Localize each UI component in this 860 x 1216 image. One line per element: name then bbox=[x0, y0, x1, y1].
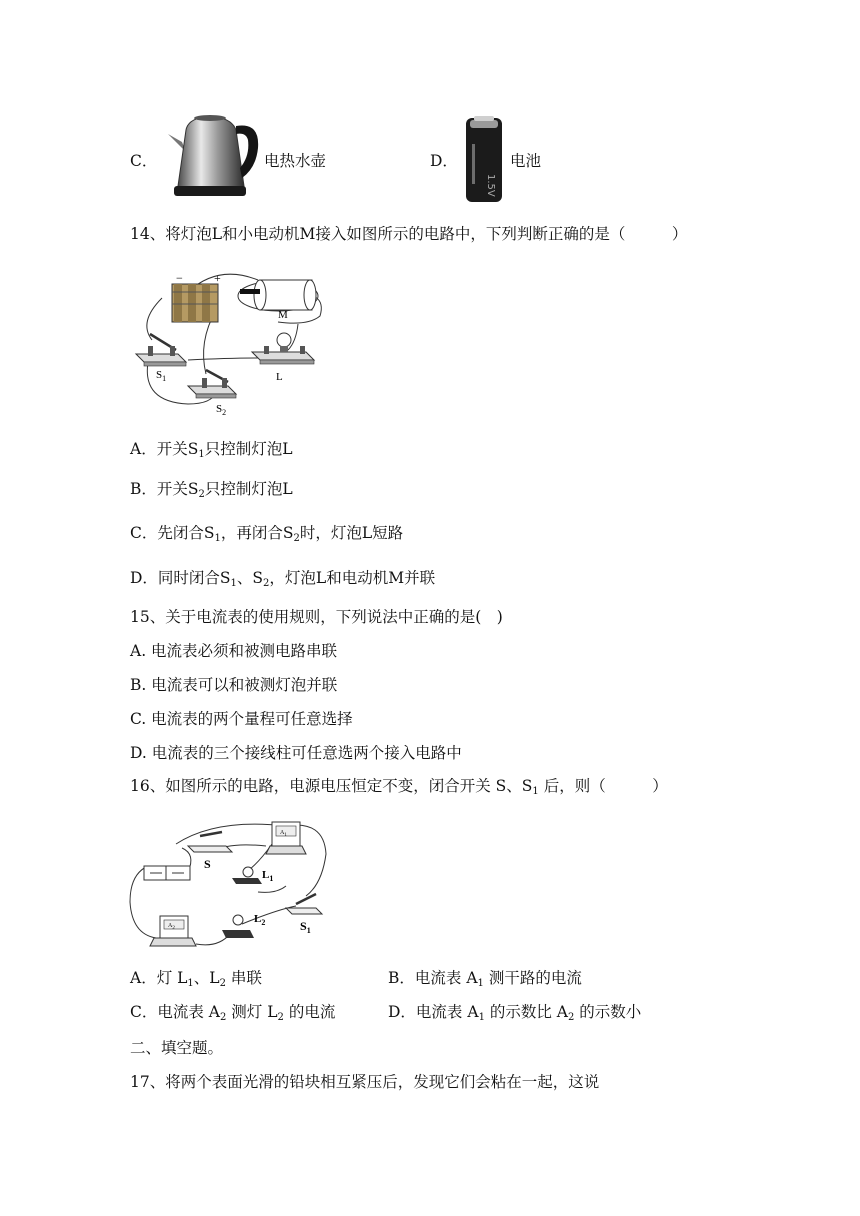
q16-option-b: B．电流表 $A_1$ 测干路的电流 bbox=[388, 969, 582, 989]
q13-option-d-label: 电池 bbox=[510, 152, 542, 170]
q14-option-b: B．开关$S_2$只控制灯泡L bbox=[130, 480, 293, 500]
switch-s1-icon bbox=[136, 334, 186, 366]
q15-option-b: B. 电流表可以和被测灯泡并联 bbox=[130, 676, 338, 694]
battery-pack-icon bbox=[172, 284, 218, 322]
section-title: 二、填空题。 bbox=[130, 1039, 224, 1057]
q14-stem: 14、将灯泡L和小电动机M接入如图所示的电路中，下列判断正确的是（ ） bbox=[130, 225, 688, 243]
svg-text:A2: $A_2$ bbox=[168, 923, 175, 931]
q15-stem: 15、关于电流表的使用规则，下列说法中正确的是( ) bbox=[130, 608, 503, 626]
q14-option-c: C．先闭合$S_1$，再闭合$S_2$时，灯泡L短路 bbox=[130, 524, 404, 544]
svg-text:S: S bbox=[204, 857, 211, 871]
q15-option-a: A. 电流表必须和被测电路串联 bbox=[130, 642, 338, 660]
ammeter-a2-icon bbox=[150, 916, 196, 946]
q17-stem: 17、将两个表面光滑的铅块相互紧压后，发现它们会粘在一起，这说 bbox=[130, 1073, 600, 1091]
q14-option-a: A．开关$S_1$只控制灯泡L bbox=[130, 440, 293, 460]
lamp-l1-icon bbox=[232, 867, 262, 884]
svg-text:1.5V: 1.5V bbox=[485, 174, 496, 197]
q16-stem: 16、如图所示的电路，电源电压恒定不变，闭合开关 S、$S_1$ 后，则（ ） bbox=[130, 777, 668, 797]
switch-s2-icon bbox=[188, 370, 236, 398]
kettle-image bbox=[160, 108, 264, 202]
svg-text:−: − bbox=[176, 271, 183, 285]
battery-box-icon bbox=[144, 866, 190, 880]
q14-circuit-figure bbox=[128, 262, 328, 418]
lamp-l2-icon bbox=[222, 915, 254, 938]
q14-option-d: D．同时闭合$S_1$、$S_2$，灯泡L和电动机M并联 bbox=[130, 569, 436, 589]
battery-image bbox=[460, 114, 508, 204]
switch-s1-icon bbox=[286, 894, 322, 914]
svg-text:+: + bbox=[214, 271, 221, 285]
svg-text:S2: $S_2$ bbox=[216, 403, 227, 417]
svg-text:L: L bbox=[276, 371, 283, 383]
q13-option-c-label: 电热水壶 bbox=[264, 152, 327, 170]
q15-option-d: D. 电流表的三个接线柱可任意选两个接入电路中 bbox=[130, 744, 462, 762]
svg-text:M: M bbox=[278, 309, 288, 321]
svg-text:S1: $S_1$ bbox=[156, 369, 167, 383]
svg-text:A1: $A_1$ bbox=[280, 830, 287, 838]
ammeter-a1-icon bbox=[266, 822, 306, 854]
q13-option-c-letter: C． bbox=[130, 152, 158, 170]
switch-s-icon bbox=[188, 832, 232, 852]
q16-circuit-figure bbox=[126, 814, 336, 956]
q15-option-c: C. 电流表的两个量程可任意选择 bbox=[130, 710, 353, 728]
svg-text:L2: $L_2$ bbox=[254, 913, 266, 927]
svg-text:S1: $S_1$ bbox=[300, 919, 311, 935]
q16-option-c: C．电流表 $A_2$ 测灯 $L_2$ 的电流 bbox=[130, 1003, 336, 1023]
motor-icon bbox=[238, 280, 318, 311]
q13-option-d-letter: D． bbox=[430, 152, 458, 170]
svg-text:L1: $L_1$ bbox=[262, 869, 274, 883]
q16-option-d: D．电流表 $A_1$ 的示数比 $A_2$ 的示数小 bbox=[388, 1003, 642, 1023]
q16-option-a: A．灯 $L_1$、$L_2$ 串联 bbox=[130, 969, 262, 989]
lamp-l-icon bbox=[252, 333, 314, 364]
